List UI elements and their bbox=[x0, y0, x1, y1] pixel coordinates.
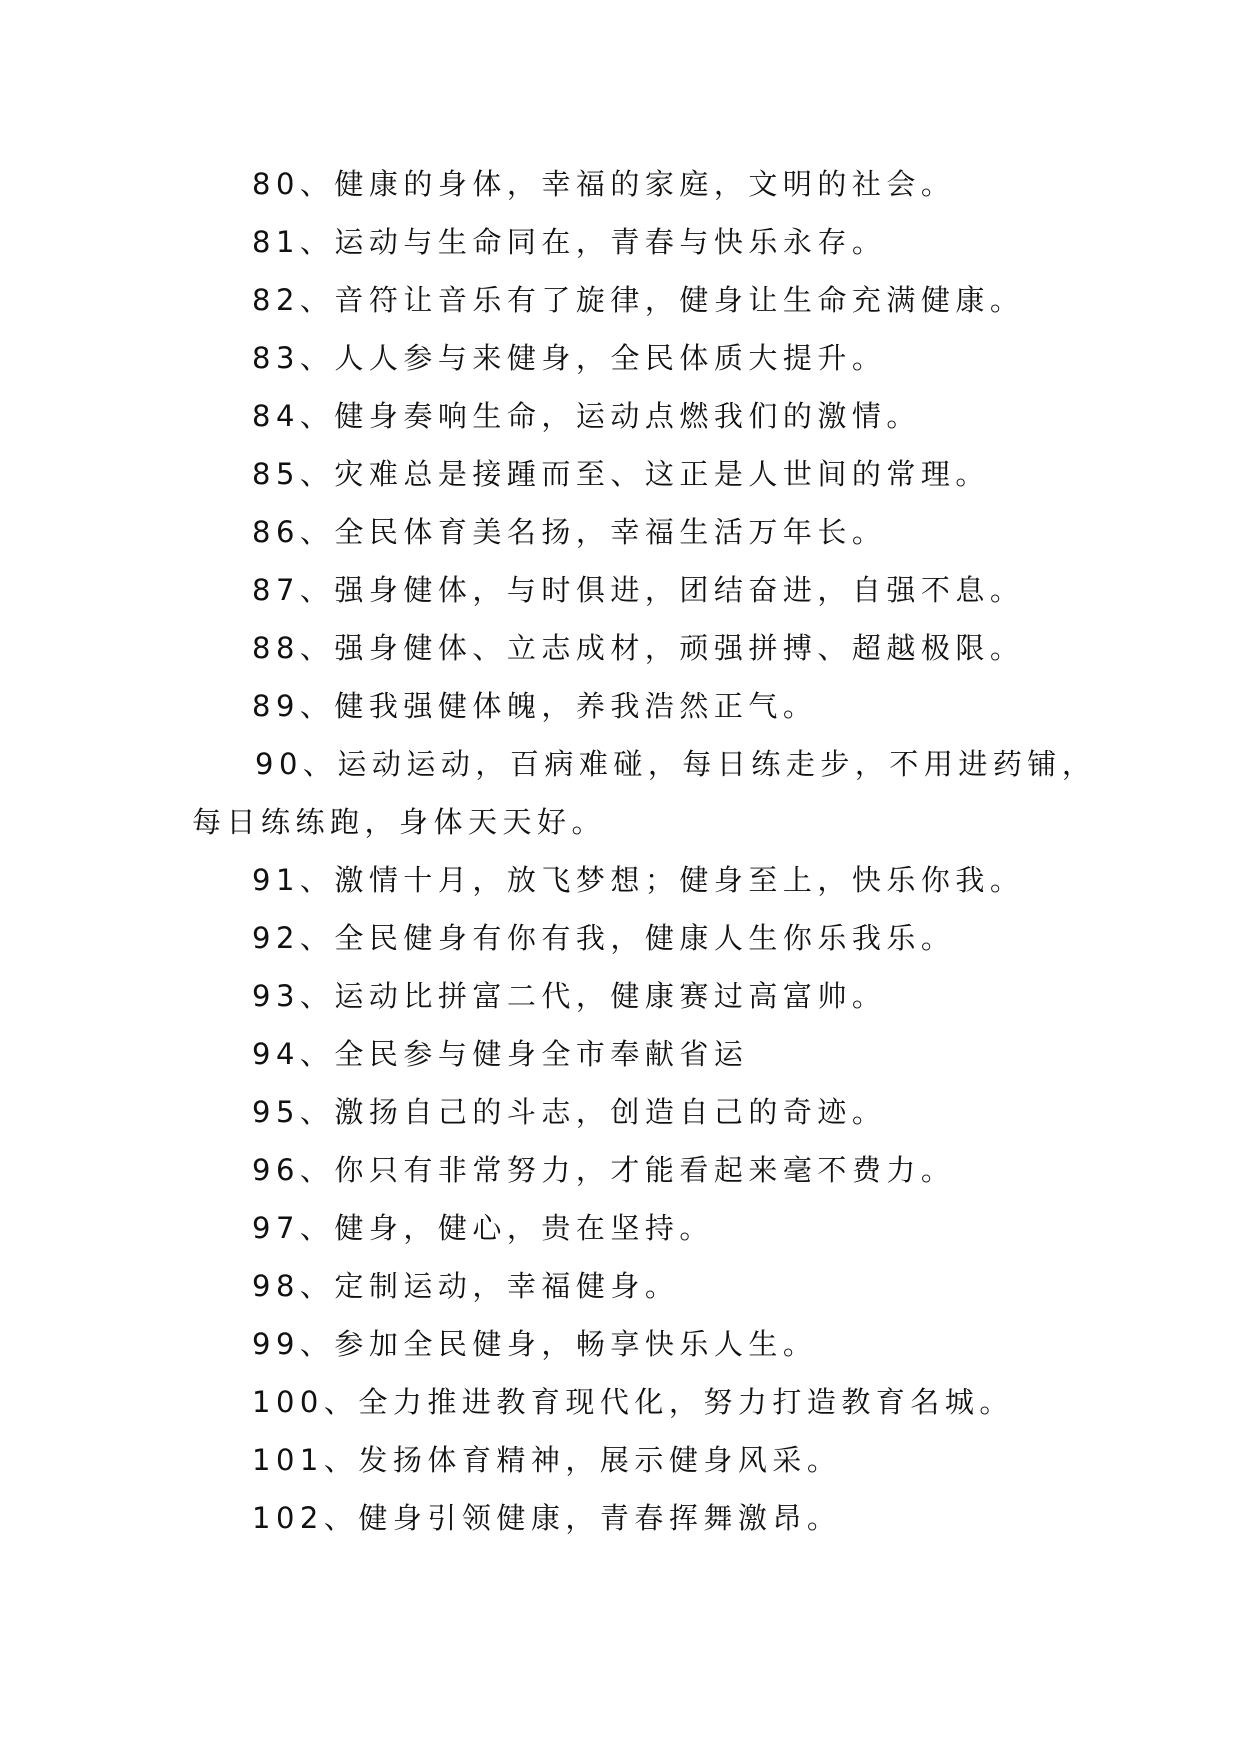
slogan-100: 100、全力推进教育现代化，努力打造教育名城。 bbox=[252, 1385, 1014, 1419]
slogan-94: 94、全民参与健身全市奉献省运 bbox=[252, 1037, 749, 1071]
slogan-91: 91、激情十月，放飞梦想；健身至上，快乐你我。 bbox=[252, 863, 1025, 897]
slogan-85: 85、灾难总是接踵而至、这正是人世间的常理。 bbox=[252, 457, 990, 491]
slogan-82: 82、音符让音乐有了旋律，健身让生命充满健康。 bbox=[252, 283, 1025, 317]
slogan-95: 95、激扬自己的斗志，创造自己的奇迹。 bbox=[252, 1095, 887, 1129]
slogan-96: 96、你只有非常努力，才能看起来毫不费力。 bbox=[252, 1153, 956, 1187]
slogan-87: 87、强身健体，与时俱进，团结奋进，自强不息。 bbox=[252, 573, 1025, 607]
slogan-93: 93、运动比拼富二代，健康赛过高富帅。 bbox=[252, 979, 887, 1013]
slogan-84: 84、健身奏响生命，运动点燃我们的激情。 bbox=[252, 399, 921, 433]
slogan-97: 97、健身，健心，贵在坚持。 bbox=[252, 1211, 714, 1245]
slogan-81: 81、运动与生命同在，青春与快乐永存。 bbox=[252, 225, 887, 259]
slogan-86: 86、全民体育美名扬，幸福生活万年长。 bbox=[252, 515, 887, 549]
slogan-90: 90、运动运动，百病难碰，每日练走步，不用进药铺， bbox=[255, 747, 1097, 781]
slogan-102: 102、健身引领健康，青春挥舞激昂。 bbox=[252, 1501, 842, 1535]
slogan-99: 99、参加全民健身，畅享快乐人生。 bbox=[252, 1327, 818, 1361]
slogan-90-continuation: 每日练练跑，身体天天好。 bbox=[192, 805, 607, 839]
slogan-98: 98、定制运动，幸福健身。 bbox=[252, 1269, 680, 1303]
slogan-80: 80、健康的身体，幸福的家庭，文明的社会。 bbox=[252, 167, 956, 201]
slogan-101: 101、发扬体育精神，展示健身风采。 bbox=[252, 1443, 842, 1477]
slogan-92: 92、全民健身有你有我，健康人生你乐我乐。 bbox=[252, 921, 956, 955]
slogan-89: 89、健我强健体魄，养我浩然正气。 bbox=[252, 689, 818, 723]
slogan-88: 88、强身健体、立志成材，顽强拼搏、超越极限。 bbox=[252, 631, 1025, 665]
slogan-83: 83、人人参与来健身，全民体质大提升。 bbox=[252, 341, 887, 375]
